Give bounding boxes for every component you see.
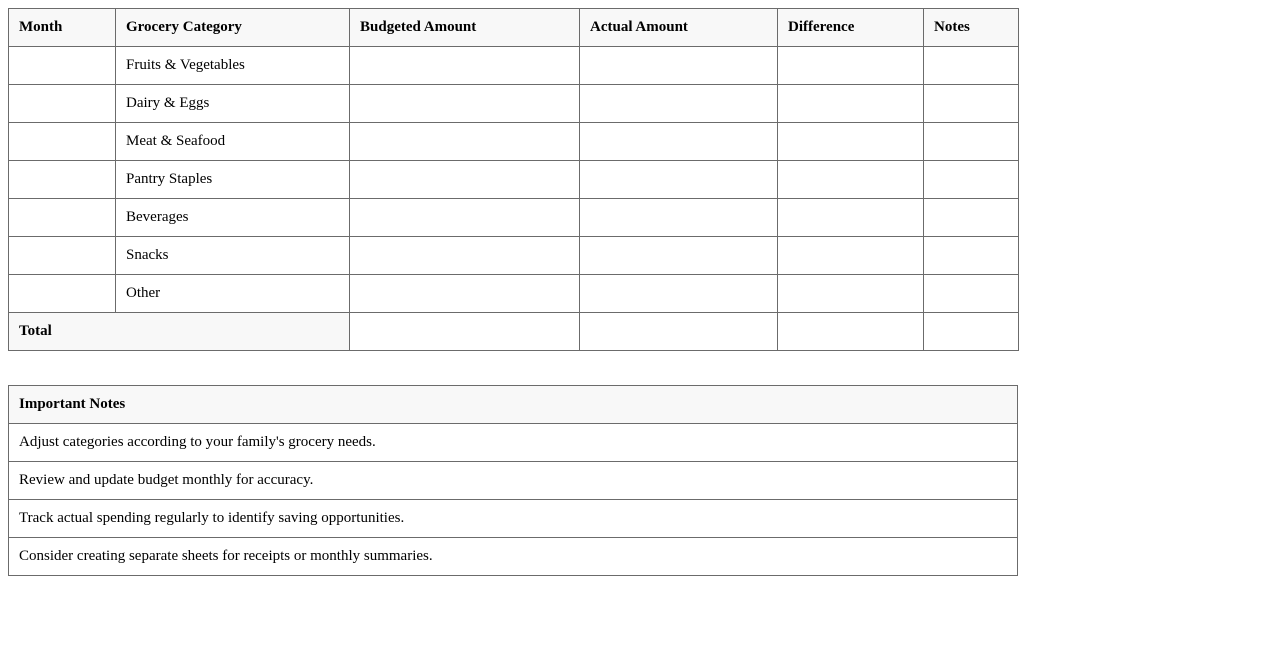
header-difference: Difference [778, 9, 924, 47]
category-cell: Beverages [116, 199, 350, 237]
header-notes: Notes [924, 9, 1019, 47]
note-text: Review and update budget monthly for accuracy. [9, 462, 1018, 500]
table-row [9, 275, 1019, 313]
list-item [9, 424, 1018, 462]
actual-cell [580, 123, 778, 161]
budgeted-cell [350, 237, 580, 275]
budgeted-cell [350, 85, 580, 123]
notes-header-row [9, 386, 1018, 424]
total-budgeted-cell [350, 313, 580, 351]
note-text: Consider creating separate sheets for receipts or monthly summaries. [9, 538, 1018, 576]
header-month: Month [9, 9, 116, 47]
notes-cell [924, 123, 1019, 161]
header-grocery-category: Grocery Category [116, 9, 350, 47]
notes-cell [924, 161, 1019, 199]
month-cell [9, 199, 116, 237]
category-cell: Other [116, 275, 350, 313]
budgeted-cell [350, 275, 580, 313]
month-cell [9, 237, 116, 275]
note-text: Track actual spending regularly to identify saving opportunities. [9, 500, 1018, 538]
notes-cell [924, 47, 1019, 85]
table-row [9, 123, 1019, 161]
actual-cell [580, 275, 778, 313]
category-cell: Fruits & Vegetables [116, 47, 350, 85]
table-row [9, 47, 1019, 85]
total-row [9, 313, 1019, 351]
header-budgeted-amount: Budgeted Amount [350, 9, 580, 47]
important-notes-table [8, 385, 1018, 576]
table-row [9, 237, 1019, 275]
total-actual-cell [580, 313, 778, 351]
list-item [9, 538, 1018, 576]
actual-cell [580, 237, 778, 275]
difference-cell [778, 85, 924, 123]
budgeted-cell [350, 47, 580, 85]
total-notes-cell [924, 313, 1019, 351]
budgeted-cell [350, 161, 580, 199]
notes-cell [924, 199, 1019, 237]
budgeted-cell [350, 123, 580, 161]
difference-cell [778, 275, 924, 313]
header-row [9, 9, 1019, 47]
notes-heading: Important Notes [9, 386, 1018, 424]
budgeted-cell [350, 199, 580, 237]
notes-cell [924, 275, 1019, 313]
month-cell [9, 161, 116, 199]
list-item [9, 500, 1018, 538]
total-difference-cell [778, 313, 924, 351]
actual-cell [580, 47, 778, 85]
category-cell: Dairy & Eggs [116, 85, 350, 123]
difference-cell [778, 123, 924, 161]
difference-cell [778, 161, 924, 199]
table-row [9, 161, 1019, 199]
category-cell: Meat & Seafood [116, 123, 350, 161]
header-actual-amount: Actual Amount [580, 9, 778, 47]
notes-cell [924, 85, 1019, 123]
difference-cell [778, 199, 924, 237]
total-label: Total [9, 313, 350, 351]
actual-cell [580, 85, 778, 123]
notes-cell [924, 237, 1019, 275]
list-item [9, 462, 1018, 500]
month-cell [9, 275, 116, 313]
actual-cell [580, 199, 778, 237]
difference-cell [778, 237, 924, 275]
note-text: Adjust categories according to your family's grocery needs. [9, 424, 1018, 462]
difference-cell [778, 47, 924, 85]
table-row [9, 199, 1019, 237]
grocery-budget-table [8, 8, 1019, 351]
month-cell [9, 85, 116, 123]
month-cell [9, 123, 116, 161]
actual-cell [580, 161, 778, 199]
month-cell [9, 47, 116, 85]
category-cell: Snacks [116, 237, 350, 275]
table-row [9, 85, 1019, 123]
category-cell: Pantry Staples [116, 161, 350, 199]
